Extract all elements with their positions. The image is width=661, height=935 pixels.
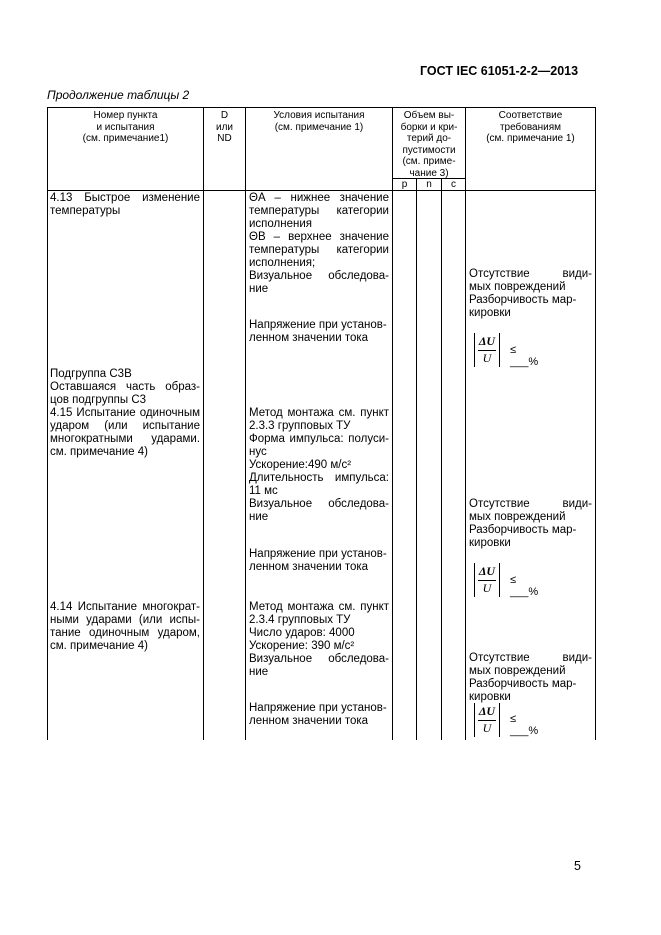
row-415-voltage: Напряжение при установ- ленном значении тока <box>249 548 387 573</box>
subgroup-c3b: Подгруппа С3В Оставшаяся часть образ- цов подгруппы С3 <box>50 368 200 406</box>
table-caption: Продолжение таблицы 2 <box>47 88 190 102</box>
header-col-requirements: Соответствие требованиям (см. примечание 1) <box>486 110 575 144</box>
row-414-requirements: Отсутствие види- мых повреждений Разборчивость мар- кировки <box>469 652 592 703</box>
row-415-requirements: Отсутствие види- мых повреждений Разборчивость мар- кировки <box>469 498 592 549</box>
row-413-voltage: Напряжение при установ- ленном значении тока <box>249 319 387 344</box>
row-413-name: 4.13 Быстрое изменение температуры <box>50 192 200 217</box>
row-414-name: 4.14 Испытание многократ- ными ударами (или испы- тание одиночным ударом, см. примечание 4) <box>50 601 200 652</box>
row-415-name: 4.15 Испытание одиночным ударом (или испытание многократными ударами. см. примечание 4) <box>50 407 200 458</box>
row-414-voltage: Напряжение при установ- ленном значении тока <box>249 702 387 727</box>
header-col-d-nd: D или ND <box>215 110 233 144</box>
header-col-sample: Объем вы- борки и кри- терий до- пустимости (см. приме- чание 3) <box>400 110 458 179</box>
header-sub-c: c <box>451 179 456 190</box>
header-col-item: Номер пункта и испытания (см. примечание1) <box>82 110 169 144</box>
page-number: 5 <box>574 859 581 873</box>
row-413-requirements: Отсутствие види- мых повреждений Разборчивость мар- кировки <box>469 268 592 319</box>
row-415-conditions: Метод монтажа см. пункт 2.3.3 групповых ТУ Форма импульса: полуси- нус Ускорение:490 м/с² Длительность импульса: 11 мс Визуальное обследова- ние <box>249 407 389 523</box>
header-col-conditions: Условия испытания (см. примечание 1) <box>273 110 365 133</box>
document-code: ГОСТ IEC 61051-2-2—2013 <box>420 64 579 78</box>
header-sub-p: p <box>401 179 408 190</box>
row-414-conditions: Метод монтажа см. пункт 2.3.4 групповых ТУ Число ударов: 4000 Ускорение: 390 м/с² Визуальное обследова- ние <box>249 601 389 678</box>
header-sub-n: n <box>426 179 432 190</box>
row-413-conditions: ΘA – нижнее значение температуры категории исполнения ΘB – верхнее значение температуры категории исполнения; Визуальное обследова- ние <box>249 192 389 295</box>
